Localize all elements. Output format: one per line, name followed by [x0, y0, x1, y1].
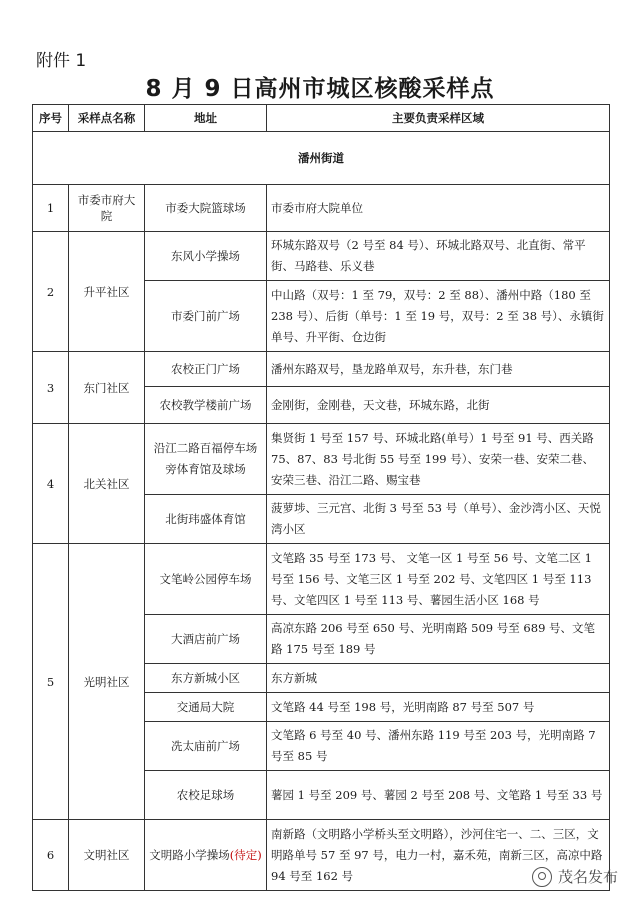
table-row: [33, 185, 610, 232]
table-row: [33, 424, 610, 495]
watermark: [532, 866, 618, 887]
table-row: [33, 352, 610, 387]
row-area: 文笔路 44 号至 198 号，光明南路 87 号至 507 号: [267, 693, 610, 722]
row-community: 东门社区: [69, 352, 145, 424]
row-address: 农校足球场: [145, 771, 267, 820]
row-address: 大酒店前广场: [145, 615, 267, 664]
table-header-row: [33, 105, 610, 132]
row-area: 环城东路双号（2 号至 84 号）、环城北路双号、北直街、常平街、马路巷、乐义巷: [267, 232, 610, 281]
row-community: 市委市府大院: [69, 185, 145, 232]
row-area: 文笔路 35 号至 173 号、 文笔一区 1 号至 56 号、文笔二区 1 号至 156 号、文笔三区 1 号至 202 号、文笔四区 1 号至 113 号、文笔四区 1 号至 113 号、薯园生活小区 168 号: [267, 544, 610, 615]
row-address: 农校教学楼前广场: [145, 387, 267, 424]
table-row: [33, 544, 610, 615]
row-address: 市委大院篮球场: [145, 185, 267, 232]
row-address: 文笔岭公园停车场: [145, 544, 267, 615]
row-no: 5: [33, 544, 69, 820]
row-address: 冼太庙前广场: [145, 722, 267, 771]
row-no: 6: [33, 820, 69, 891]
row-area: 南新路（文明路小学桥头至文明路），沙河住宅一、二、三区，文明路单号 57 至 97 号，电力一村，嘉禾苑，南新三区，高凉中路 94 号至 162 号: [267, 820, 610, 891]
row-area: 文笔路 6 号至 40 号、潘州东路 119 号至 203 号，光明南路 7 号至 85 号: [267, 722, 610, 771]
sampling-sites-table: [32, 104, 610, 891]
row-community: 北关社区: [69, 424, 145, 544]
row-area: 东方新城: [267, 664, 610, 693]
annex-label: 附件 1: [36, 51, 87, 71]
row-area: 金刚街，金刚巷，天文巷，环城东路，北街: [267, 387, 610, 424]
street-name: 潘州街道: [33, 132, 610, 185]
wechat-icon: [532, 867, 552, 887]
row-area: 菠萝埗、三元宫、北街 3 号至 53 号（单号）、金沙湾小区、天悦湾小区: [267, 495, 610, 544]
header-no: 序号: [33, 105, 69, 132]
row-address: 交通局大院: [145, 693, 267, 722]
row-no: 2: [33, 232, 69, 352]
row-area: 集贤街 1 号至 157 号、环城北路(单号）1 号至 91 号、西关路 75、87、83 号北街 55 号至 199 号）、安荣一巷、安荣二巷、安荣三巷、沿江二路、赐宝巷: [267, 424, 610, 495]
watermark-text: 茂名发布: [557, 868, 618, 886]
row-address: 东风小学操场: [145, 232, 267, 281]
row-address: 农校正门广场: [145, 352, 267, 387]
header-address: 地址: [145, 105, 267, 132]
page-title: 8 月 9 日高州市城区核酸采样点: [145, 76, 495, 102]
row-community: 升平社区: [69, 232, 145, 352]
row-address: 文明路小学操场: [149, 848, 230, 862]
row-area: 潘州东路双号，垦龙路单双号，东升巷，东门巷: [267, 352, 610, 387]
row-address: 沿江二路百福停车场旁体育馆及球场: [145, 424, 267, 495]
row-address: 东方新城小区: [145, 664, 267, 693]
row-address: 北街玮盛体育馆: [145, 495, 267, 544]
row-address: 市委门前广场: [145, 281, 267, 352]
row-no: 4: [33, 424, 69, 544]
row-area: 薯园 1 号至 209 号、薯园 2 号至 208 号、文笔路 1 号至 33 号: [267, 771, 610, 820]
row-area: 市委市府大院单位: [267, 185, 610, 232]
row-no: 1: [33, 185, 69, 232]
row-community: 文明社区: [69, 820, 145, 891]
row-no: 3: [33, 352, 69, 424]
street-row: [33, 132, 610, 185]
table-row: [33, 232, 610, 281]
row-community: 光明社区: [69, 544, 145, 820]
row-area: 高凉东路 206 号至 650 号、光明南路 509 号至 689 号、文笔路 175 号至 189 号: [267, 615, 610, 664]
row-area: 中山路（双号：1 至 79，双号：2 至 88）、潘州中路（180 至 238 号）、后街（单号：1 至 19 号，双号：2 至 38 号）、永镇街单号、升平街、仓边街: [267, 281, 610, 352]
row-address-cell: [145, 820, 267, 891]
pending-note: (待定): [229, 848, 262, 862]
table-row: [33, 820, 610, 891]
header-area: 主要负责采样区域: [267, 105, 610, 132]
header-site: 采样点名称: [69, 105, 145, 132]
